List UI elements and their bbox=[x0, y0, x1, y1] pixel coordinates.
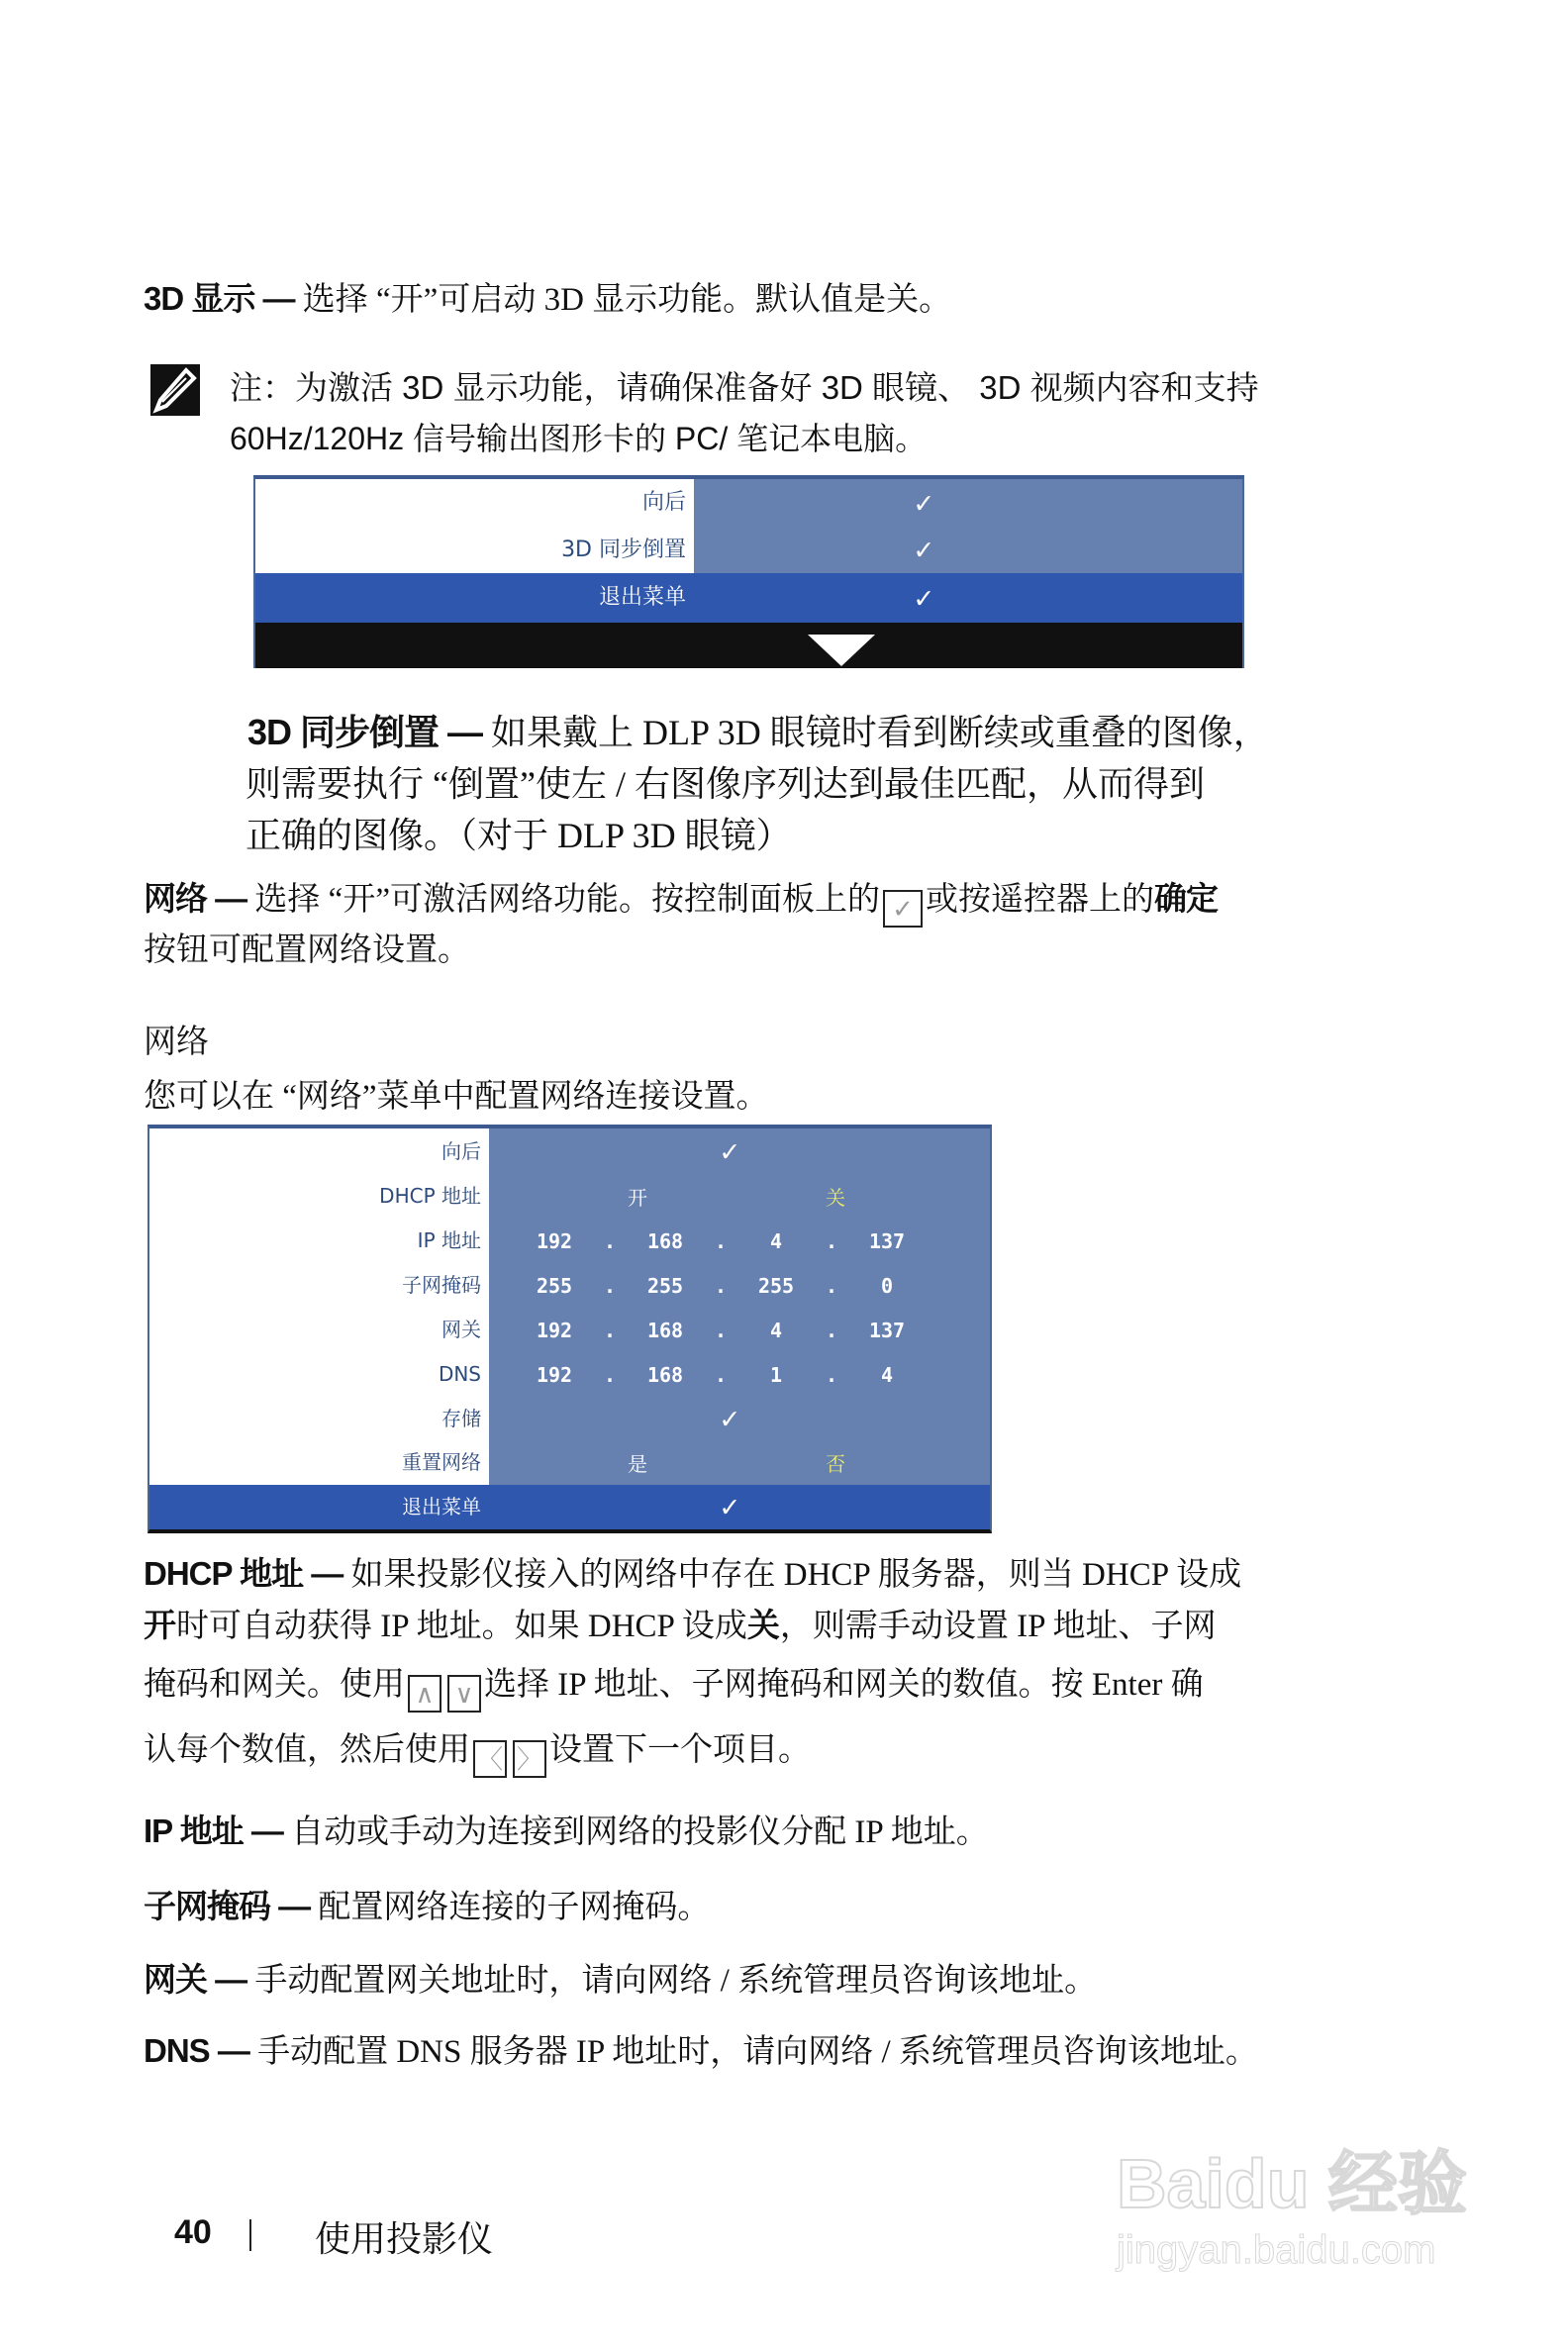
ip-dot: . bbox=[714, 1228, 728, 1253]
ip-dot: . bbox=[603, 1228, 617, 1253]
ip-octet[interactable]: 137 bbox=[868, 1318, 906, 1342]
ip-octet[interactable]: 0 bbox=[880, 1273, 894, 1298]
desc-dhcp-2 bbox=[144, 1606, 1217, 1646]
osd-label: 向后 bbox=[149, 1128, 489, 1174]
desc-network-confirm: 确定 bbox=[1153, 880, 1218, 917]
ip-dot: . bbox=[603, 1362, 617, 1387]
desc-gateway: 手动配置网关地址时，请向网络 / 系统管理员咨询该地址。 bbox=[254, 1963, 1098, 1999]
osd-row[interactable] bbox=[149, 1397, 990, 1440]
ip-octet[interactable]: 255 bbox=[646, 1273, 684, 1298]
desc-dhcp-3 bbox=[144, 1665, 1204, 1713]
baidu-watermark bbox=[1117, 2128, 1467, 2273]
toggle-option[interactable]: 开 bbox=[628, 1186, 647, 1210]
desc-mask: 配置网络连接的子网掩码。 bbox=[318, 1890, 711, 1925]
osd-label: 子网掩码 bbox=[149, 1263, 489, 1308]
note-line-2: 60Hz/120Hz 信号输出图形卡的 PC/ 笔记本电脑。 bbox=[230, 421, 928, 456]
osd-row[interactable] bbox=[149, 1485, 990, 1529]
pencil-note-icon bbox=[150, 364, 200, 416]
para-3d-sync bbox=[247, 711, 1269, 754]
ip-dot: . bbox=[825, 1228, 838, 1253]
desc-dhcp-2b: 时可自动获得 IP 地址。如果 DHCP 设成 bbox=[176, 1609, 747, 1644]
ip-dot: . bbox=[714, 1273, 728, 1298]
term-dhcp: DHCP 地址 — bbox=[144, 1555, 343, 1592]
ip-octet[interactable]: 255 bbox=[757, 1273, 795, 1298]
osd-scroll-bar[interactable] bbox=[255, 623, 1242, 668]
toggle-option[interactable]: 是 bbox=[628, 1452, 647, 1476]
note-line-1: 注：为激活 3D 显示功能，请确保准备好 3D 眼镜、 3D 视频内容和支持 bbox=[230, 369, 1259, 406]
osd-row-exit-menu[interactable] bbox=[255, 573, 1242, 623]
desc-dhcp-3b: 选择 IP 地址、子网掩码和网关的数值。按 Enter 确 bbox=[484, 1667, 1204, 1703]
osd-menu-network bbox=[147, 1125, 992, 1533]
desc-dhcp-4 bbox=[144, 1730, 811, 1778]
desc-dhcp-3a: 掩码和网关。使用 bbox=[144, 1667, 405, 1703]
ip-dot: . bbox=[825, 1273, 838, 1298]
chapter-title: 使用投影仪 bbox=[315, 2218, 494, 2259]
ip-octet[interactable]: 4 bbox=[769, 1228, 783, 1253]
term-3d-display: 3D 显示 — bbox=[144, 280, 295, 317]
toggle-option[interactable]: 关 bbox=[826, 1186, 845, 1210]
desc-network-2: 按钮可配置网络设置。 bbox=[144, 932, 470, 968]
osd-row-back[interactable] bbox=[255, 479, 1242, 527]
ip-octet[interactable]: 192 bbox=[536, 1228, 573, 1253]
ip-octet[interactable]: 4 bbox=[769, 1318, 783, 1342]
para-ip bbox=[144, 1812, 989, 1852]
para-mask bbox=[144, 1887, 710, 1927]
para-dhcp bbox=[144, 1554, 1241, 1595]
term-mask: 子网掩码 — bbox=[144, 1888, 311, 1924]
page-number: 40 bbox=[174, 2213, 212, 2251]
osd-label: IP 地址 bbox=[149, 1219, 489, 1263]
term-gateway: 网关 — bbox=[144, 1961, 247, 1998]
desc-network-1b: 或按遥控器上的 bbox=[925, 882, 1154, 918]
term-ip: IP 地址 — bbox=[144, 1813, 283, 1849]
osd-row-3d-sync-invert[interactable] bbox=[255, 527, 1242, 573]
osd-label: 3D 同步倒置 bbox=[255, 527, 694, 573]
check-icon: ✓ bbox=[914, 533, 933, 567]
check-icon: ✓ bbox=[720, 1133, 739, 1169]
osd-label: 重置网络 bbox=[149, 1440, 489, 1485]
desc-3d-sync-2: 则需要执行 “倒置”使左 / 右图像序列达到最佳匹配，从而得到 bbox=[245, 764, 1205, 804]
network-intro: 您可以在 “网络”菜单中配置网络连接设置。 bbox=[144, 1079, 769, 1115]
term-3d-sync: 3D 同步倒置 — bbox=[247, 712, 483, 752]
ip-dot: . bbox=[603, 1318, 617, 1342]
desc-ip: 自动或手动为连接到网络的投影仪分配 IP 地址。 bbox=[291, 1814, 989, 1850]
down-key-icon: ∨ bbox=[447, 1675, 481, 1713]
check-icon: ✓ bbox=[720, 1490, 739, 1524]
ip-octet[interactable]: 168 bbox=[646, 1228, 684, 1253]
osd-label: 退出菜单 bbox=[255, 573, 694, 623]
osd-row[interactable] bbox=[149, 1352, 990, 1397]
para-gateway bbox=[144, 1960, 1097, 2001]
term-dns: DNS — bbox=[144, 2032, 249, 2069]
ip-octet[interactable]: 1 bbox=[769, 1362, 783, 1387]
enter-key-icon: ✓ bbox=[883, 890, 923, 928]
osd-label: DHCP 地址 bbox=[149, 1174, 489, 1219]
left-key-icon: 〈 bbox=[473, 1740, 507, 1778]
osd-label: 向后 bbox=[255, 479, 694, 527]
term-network: 网络 — bbox=[144, 880, 247, 917]
desc-3d-sync-3: 正确的图像。（对于 DLP 3D 眼镜） bbox=[245, 816, 792, 855]
desc-3d-display: 选择 “开”可启动 3D 显示功能。默认值是关。 bbox=[302, 282, 952, 318]
desc-dhcp-4b: 设置下一个项目。 bbox=[549, 1732, 811, 1768]
ip-octet[interactable]: 137 bbox=[868, 1228, 906, 1253]
desc-3d-sync-1: 如果戴上 DLP 3D 眼镜时看到断续或重叠的图像， bbox=[491, 713, 1269, 752]
up-key-icon: ∧ bbox=[408, 1675, 441, 1713]
desc-dhcp-1: 如果投影仪接入的网络中存在 DHCP 服务器，则当 DHCP 设成 bbox=[350, 1557, 1242, 1593]
footer-divider bbox=[249, 2219, 251, 2251]
osd-menu-3d bbox=[253, 475, 1244, 668]
osd-label: 网关 bbox=[149, 1308, 489, 1352]
ip-dot: . bbox=[603, 1273, 617, 1298]
ip-dot: . bbox=[714, 1362, 728, 1387]
dhcp-on: 开 bbox=[144, 1607, 176, 1643]
ip-dot: . bbox=[825, 1318, 838, 1342]
right-key-icon: 〉 bbox=[513, 1740, 546, 1778]
down-triangle-icon bbox=[808, 635, 875, 666]
ip-octet[interactable]: 168 bbox=[646, 1318, 684, 1342]
desc-dhcp-4a: 认每个数值，然后使用 bbox=[144, 1732, 470, 1768]
desc-network-1a: 选择 “开”可激活网络功能。按控制面板上的 bbox=[254, 882, 880, 918]
ip-octet[interactable]: 255 bbox=[536, 1273, 573, 1298]
dhcp-off: 关 bbox=[746, 1607, 780, 1643]
ip-dot: . bbox=[714, 1318, 728, 1342]
ip-octet[interactable]: 4 bbox=[880, 1362, 894, 1387]
watermark-brand: Baidu 经验 bbox=[1117, 2145, 1467, 2222]
osd-label: 退出菜单 bbox=[149, 1485, 489, 1529]
osd-label: DNS bbox=[149, 1352, 489, 1397]
para-network bbox=[144, 879, 1218, 928]
toggle-option[interactable]: 否 bbox=[826, 1452, 845, 1476]
network-heading: 网络 bbox=[144, 1023, 209, 1059]
ip-octet[interactable]: 192 bbox=[536, 1362, 573, 1387]
osd-row[interactable] bbox=[149, 1219, 990, 1263]
check-icon: ✓ bbox=[914, 485, 933, 521]
osd-row[interactable] bbox=[149, 1440, 990, 1485]
para-3d-display bbox=[144, 279, 951, 320]
osd-row[interactable] bbox=[149, 1263, 990, 1308]
osd-label: 存储 bbox=[149, 1397, 489, 1440]
ip-dot: . bbox=[825, 1362, 838, 1387]
osd-row[interactable] bbox=[149, 1174, 990, 1219]
osd-row[interactable] bbox=[149, 1128, 990, 1174]
desc-dhcp-2d: ，则需手动设置 IP 地址、子网 bbox=[779, 1609, 1217, 1644]
check-icon: ✓ bbox=[720, 1401, 739, 1436]
watermark-url: jingyan.baidu.com bbox=[1117, 2228, 1436, 2272]
osd-row[interactable] bbox=[149, 1308, 990, 1352]
ip-octet[interactable]: 192 bbox=[536, 1318, 573, 1342]
check-icon: ✓ bbox=[914, 580, 933, 616]
para-dns bbox=[144, 2031, 1258, 2072]
desc-dns: 手动配置 DNS 服务器 IP 地址时，请向网络 / 系统管理员咨询该地址。 bbox=[257, 2034, 1258, 2070]
ip-octet[interactable]: 168 bbox=[646, 1362, 684, 1387]
